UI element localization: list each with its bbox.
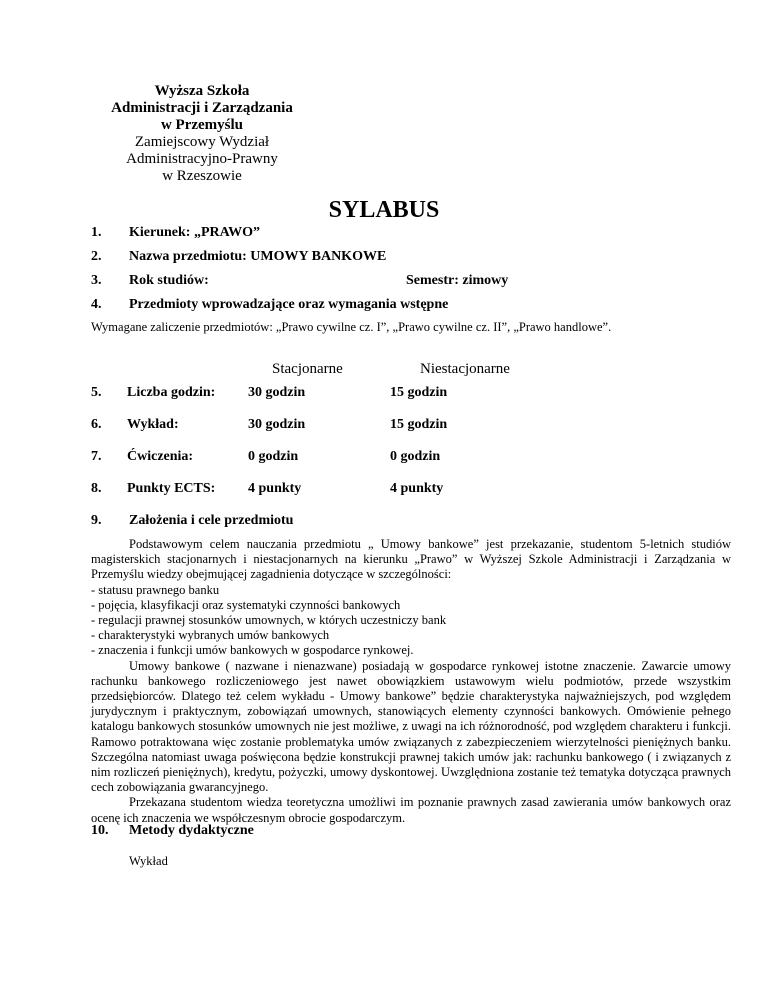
row-extramural-value: 15 godzin <box>390 417 448 432</box>
column-header-extramural: Niestacjonarne <box>420 361 510 377</box>
item-1-number: 1. <box>91 225 102 240</box>
row-stationary-value: 30 godzin <box>248 417 306 432</box>
row-label: Wykład: <box>127 417 179 432</box>
header-line-6: w Rzeszowie <box>162 168 242 184</box>
section-10-body: Wykład <box>129 854 168 868</box>
section-9-paragraph-2: Umowy bankowe ( nazwane i nienazwane) posiadają w gospodarce rynkowej istotne znaczenie. Zawarcie umowy rachunku bankowego rozliczeniowego jest nawet obowiązkiem ustawowym wielu podmiotów, przede wszystkim przedsiębiorców. Dlatego też celem wykładu - Umowy bankowe” będzie charakterystyka najważniejszych, pod względem jurydycznym i praktycznym, zobowiązań umownych, stanowiących elementy czynności bankowych. Omówienie pełnego katalogu bankowych stosunków umownych nie jest możliwe, z uwagi na ich różnorodność, pod względem charakteru i funkcji. Ramowo potraktowana więc zostanie problematyka umów związanych z zabezpieczeniem wierzytelności pieniężnych banku. Szczególna natomiast uwaga poświęcona będzie konstrukcji prawnej takich umów jak: rachunku bankowego ( i związanych z nim rozliczeń pieniężnych), kredytu, pożyczki, umowy dyskontowej. Uwzględniona zostanie też tematyka dotycząca prawnych cech zobowiązania gwarancyjnego. <box>91 658 731 795</box>
row-label: Liczba godzin: <box>127 385 216 400</box>
header-line-3: w Przemyślu <box>160 117 244 133</box>
section-9-body <box>91 537 731 826</box>
row-stationary-value: 4 punkty <box>248 481 302 496</box>
item-2-number: 2. <box>91 249 102 264</box>
row-stationary-value: 0 godzin <box>248 449 299 464</box>
row-label: Ćwiczenia: <box>127 449 194 464</box>
row-stationary-value: 30 godzin <box>248 385 306 400</box>
row-label: Punkty ECTS: <box>127 481 216 496</box>
row-number: 8. <box>91 481 102 496</box>
header-line-1: Wyższa Szkoła <box>154 83 250 99</box>
row-number: 6. <box>91 417 102 432</box>
row-extramural-value: 15 godzin <box>390 385 448 400</box>
list-item: - charakterystyki wybranych umów bankowych <box>91 628 330 643</box>
section-9-paragraph-3: Przekazana studentom wiedza teoretyczna umożliwi im poznanie prawnych zasad zawierania umów bankowych oraz ocenę ich znaczenia we współczesnym obrocie gospodarczym. <box>91 795 731 825</box>
row-extramural-value: 0 godzin <box>390 449 441 464</box>
prerequisites-text: Wymagane zaliczenie przedmiotów: „Prawo cywilne cz. I”, „Prawo cywilne cz. II”, „Prawo handlowe”. <box>91 320 612 334</box>
row-extramural-value: 4 punkty <box>390 481 444 496</box>
row-number: 5. <box>91 385 102 400</box>
item-4-text: Przedmioty wprowadzające oraz wymagania wstępne <box>129 297 449 312</box>
item-1-text: Kierunek: „PRAWO” <box>129 225 261 240</box>
item-3-text: Rok studiów: <box>129 273 209 288</box>
list-item: - regulacji prawnej stosunków umownych, w których uczestniczy bank <box>91 613 447 628</box>
item-3-number: 3. <box>91 273 102 288</box>
header-line-4: Zamiejscowy Wydział <box>134 134 270 150</box>
page-title: SYLABUS <box>328 197 440 223</box>
section-9-heading: Założenia i cele przedmiotu <box>129 513 294 528</box>
list-item: - znaczenia i funkcji umów bankowych w gospodarce rynkowej. <box>91 643 414 658</box>
list-item: - pojęcia, klasyfikacji oraz systematyki czynności bankowych <box>91 597 401 612</box>
institution-header <box>80 83 324 185</box>
row-number: 7. <box>91 449 102 464</box>
column-header-stationary: Stacjonarne <box>272 361 343 377</box>
item-2-text: Nazwa przedmiotu: UMOWY BANKOWE <box>129 249 387 264</box>
item-3-semester: Semestr: zimowy <box>406 273 509 288</box>
item-4-number: 4. <box>91 297 102 312</box>
section-10-number: 10. <box>91 823 109 838</box>
section-9-number: 9. <box>91 513 102 528</box>
header-line-2: Administracji i Zarządzania <box>111 100 293 116</box>
list-item: - statusu prawnego banku <box>91 582 220 597</box>
section-10-heading: Metody dydaktyczne <box>129 823 254 838</box>
header-line-5: Administracyjno-Prawny <box>126 151 278 167</box>
section-9-intro: Podstawowym celem nauczania przedmiotu „ Umowy bankowe” jest przekazanie, studentom 5-letnich studiów magisterskich stacjonarnych i niestacjonarnych na kierunku „Prawo” w Wyższej Szkole Administracji i Zarządzania w Przemyślu wiedzy obejmującej zagadnienia dotyczące w szczególności: <box>91 537 731 582</box>
